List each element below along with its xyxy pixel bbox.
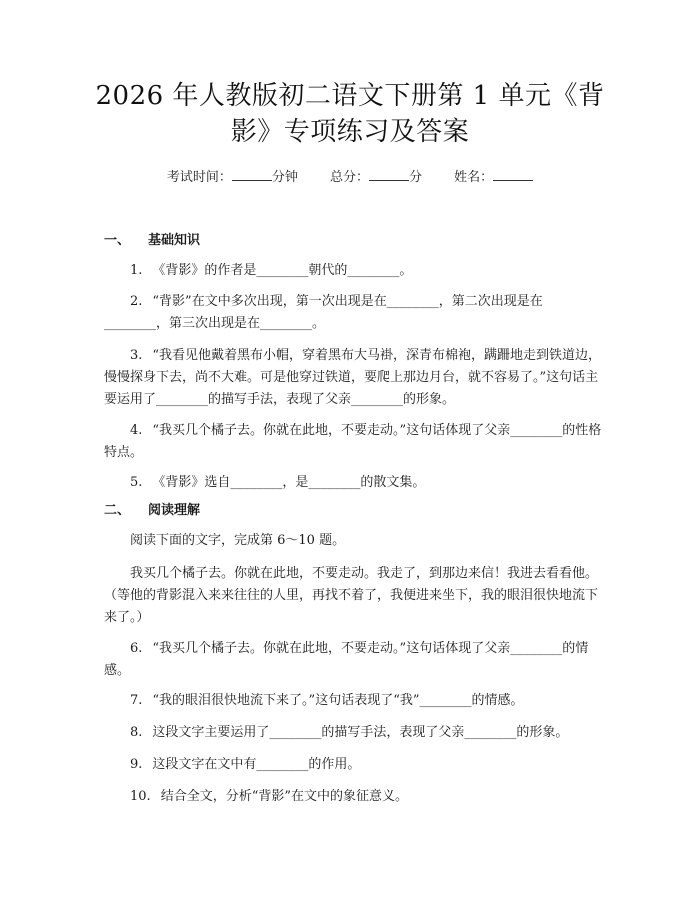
question-text: “我买几个橘子去。你就在此地，不要走动。”这句话体现了父亲________的性格特点。 <box>104 423 602 460</box>
page-title <box>90 78 610 150</box>
question-number: 1. <box>130 263 143 278</box>
question-text: 这段文字主要运用了________的描写手法，表现了父亲________的形象。 <box>152 725 569 740</box>
question-item <box>104 638 602 682</box>
question-number: 6. <box>130 641 143 656</box>
reading-passage: 我买几个橘子去。你就在此地，不要走动。我走了，到那边来信！我进去看看他。（等他的背影混入来来往往的人里，再找不着了，我便进来坐下，我的眼泪很快地流下来了。） <box>104 566 599 625</box>
reading-instruction: 阅读下面的文字，完成第 6～10 题。 <box>130 533 346 548</box>
title-line-2: 影》专项练习及答案 <box>230 117 470 147</box>
total-score-field <box>330 170 426 185</box>
exam-info-line <box>0 168 700 187</box>
question-item <box>104 722 602 744</box>
total-score-unit: 分 <box>409 170 423 185</box>
question-number: 10. <box>130 789 151 804</box>
question-text: “我的眼泪很快地流下来了。”这句话表现了“我”________的情感。 <box>152 693 524 708</box>
question-item <box>104 291 602 335</box>
section-title: 阅读理解 <box>148 503 201 518</box>
exam-time-blank[interactable] <box>232 168 272 181</box>
student-name-field <box>454 170 533 185</box>
question-number: 2. <box>130 294 143 309</box>
question-number: 5. <box>130 475 143 490</box>
question-item <box>104 754 602 776</box>
section-title: 基础知识 <box>148 233 201 248</box>
question-text: “背影”在文中多次出现，第一次出现是在________，第二次出现是在________，第三次出现是在________。 <box>104 294 543 331</box>
question-text: “我买几个橘子去。你就在此地，不要走动。”这句话体现了父亲________的情感。 <box>104 641 589 678</box>
exam-time-field <box>167 170 302 185</box>
section-number: 二、 <box>104 503 131 518</box>
question-number: 3. <box>130 348 143 363</box>
question-text: 《背影》的作者是________朝代的________。 <box>152 263 413 278</box>
question-text: 结合全文，分析“背影”在文中的象征意义。 <box>160 789 408 804</box>
student-name-label: 姓名： <box>454 170 494 185</box>
question-text: “我看见他戴着黑布小帽，穿着黑布大马褂，深青布棉袍，蹒跚地走到铁道边，慢慢探身下去，尚不大难。可是他穿过铁道，要爬上那边月台，就不容易了。”这句话主要运用了________的描写手法，表现了父亲________的形象。 <box>104 348 602 407</box>
section-number: 一、 <box>104 233 131 248</box>
section-heading-reading <box>104 502 200 520</box>
exam-time-unit: 分钟 <box>271 170 298 185</box>
question-item <box>104 786 602 808</box>
question-number: 7. <box>130 693 143 708</box>
question-text: 《背影》选自________，是________的散文集。 <box>152 475 426 490</box>
question-text: 这段文字在文中有________的作用。 <box>152 757 361 772</box>
question-item <box>104 472 602 494</box>
total-score-label: 总分： <box>329 170 369 185</box>
question-item <box>104 345 602 411</box>
title-line-1: 2026 年人教版初二语文下册第 1 单元《背 <box>95 81 605 111</box>
question-item <box>104 690 602 712</box>
question-number: 4. <box>130 423 143 438</box>
question-number: 8. <box>130 725 143 740</box>
section-heading-basic-knowledge <box>104 232 200 250</box>
student-name-blank[interactable] <box>493 168 533 181</box>
exam-time-label: 考试时间： <box>166 170 232 185</box>
question-item <box>104 420 602 464</box>
question-item <box>104 260 602 282</box>
total-score-blank[interactable] <box>369 168 409 181</box>
question-number: 9. <box>130 757 143 772</box>
